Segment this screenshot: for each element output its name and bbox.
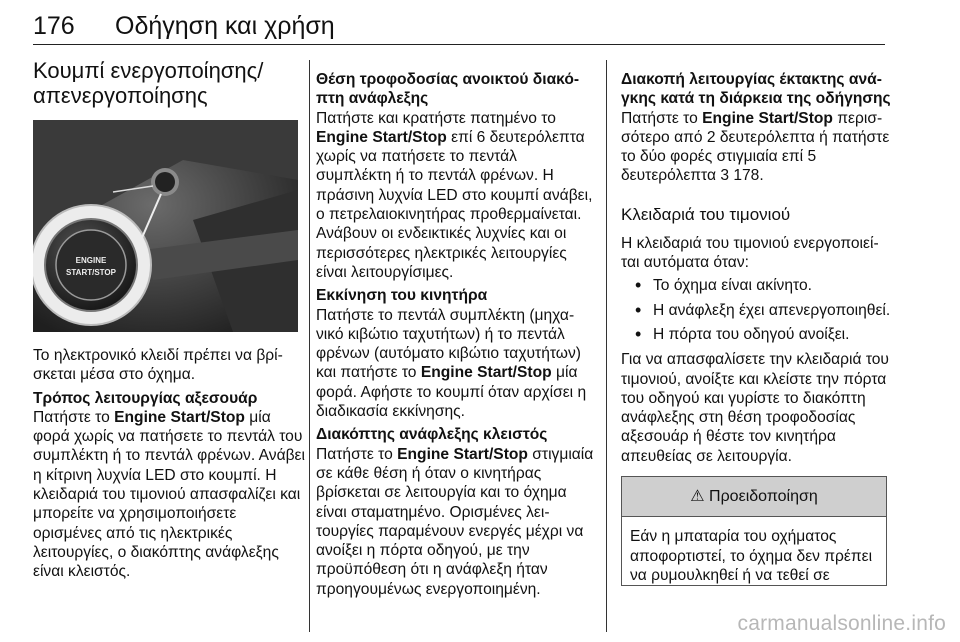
column-3	[621, 70, 891, 586]
ignition-off-heading: Διακόπτης ανάφλεξης κλειστός	[316, 426, 548, 444]
page-reference-link[interactable]: 3 178.	[720, 167, 764, 185]
steering-lock-title: Κλειδαριά του τιμονιού	[621, 204, 791, 224]
button-label-line2: START/STOP	[66, 268, 116, 277]
column-1	[33, 58, 305, 586]
warning-header	[622, 477, 886, 517]
column-divider	[309, 60, 310, 632]
intro-text: Το ηλεκτρονικό κλειδί πρέπει να βρίσκεται μέσα στο όχημα.	[33, 347, 283, 384]
watermark: carmanualsonline.info	[737, 612, 946, 635]
column-divider	[606, 60, 607, 632]
warning-text: Εάν η μπαταρία του οχήματος αποφορτιστεί, το όχημα δεν πρέπει να ρυμουλκηθεί ή να τεθεί σε	[630, 528, 873, 584]
section-title: Κουμπί ενεργοποίησης/ απενεργοποίησης	[33, 58, 264, 108]
page-number: 176	[33, 12, 75, 40]
warning-title: Προειδοποίηση	[709, 488, 818, 506]
accessory-heading: Τρόπος λειτουργίας αξεσουάρ	[33, 389, 258, 407]
page-header	[33, 4, 885, 45]
list-item: • Η πόρτα του οδηγού ανοίξει.	[635, 325, 891, 344]
list-item: • Το όχημα είναι ακίνητο.	[635, 276, 891, 295]
list-item: • Η ανάφλεξη έχει απενεργοποιηθεί.	[635, 301, 891, 320]
chapter-title: Οδήγηση και χρήση	[115, 12, 335, 40]
column-2	[316, 70, 594, 603]
button-label-line1: ENGINE	[75, 256, 107, 265]
ignition-on-heading: Θέση τροφοδοσίας ανοικτού διακόπτη ανάφλεξης	[316, 71, 580, 108]
engine-start-heading: Εκκίνηση του κινητήρα	[316, 287, 488, 305]
accessory-text: Πατήστε το Engine Start/Stop μία φορά χωρίς να πατήσετε το πεντάλ του συμπλέκτη ή το πεντάλ φρένων. Ανάβει η κίτρινη λυχνία LED στο κουμπί. Η κλειδαριά του τιμονιού απασφαλίζει και μπορείτε να χρησιμοποιήσετε ορισμένες από τις ηλεκτρικές λειτουργίες, ο διακόπτης ανάφλεξης είναι κλειστός.	[33, 408, 305, 581]
engine-start-text: Πατήστε το πεντάλ συμπλέκτη (μηχανικό κιβώτιο ταχυτήτων) ή το πεντάλ φρένων (αυτόματο κιβώτιο ταχυτήτων) και πατήστε το Engine Start/Stop μία φορά. Αφήστε το κουμπί όταν αρχίσει η διαδικασία εκκίνησης.	[316, 306, 587, 421]
engine-start-stop-photo	[33, 120, 298, 332]
unlock-text: Για να απασφαλίσετε την κλειδαριά του τιμονιού, ανοίξτε και κλείστε την πόρτα του οδηγού και γυρίστε το διακόπτη ανάφλεξης στη θέση τροφοδοσίας αξεσουάρ ή θέστε τον κινητήρα απευθείας σε λειτουργία.	[621, 351, 889, 465]
emergency-stop-heading: Διακοπή λειτουργίας έκτακτης ανάγκης κατά τη διάρκεια της οδήγησης	[621, 71, 891, 108]
emergency-stop-text: Πατήστε το Engine Start/Stop περισσότερο από 2 δευτερόλεπτα ή πατήστε το δύο φορές στιγμιαία επί 5 δευτερόλεπτα 3 178.	[621, 109, 890, 185]
ignition-off-text: Πατήστε το Engine Start/Stop στιγμιαία σε κάθε θέση ή όταν ο κινητήρας βρίσκεται σε λειτουργία και το όχημα είναι σταματημένο. Ορισμένες λειτουργίες παραμένουν ενεργές μέχρι να ανοίξει η πόρτα οδηγού, με την προϋπόθεση ότι η ανάφλεξη ήταν προηγουμένως ενεργοποιημένη.	[316, 445, 594, 598]
ignition-on-text: Πατήστε και κρατήστε πατημένο το Engine Start/Stop επί 6 δευτερόλεπτα χωρίς να πατήσετε το πεντάλ συμπλέκτη ή το πεντάλ φρένων. Η πράσινη λυχνία LED στο κουμπί ανάβει, ο πετρελαιοκινητήρας προθερμαίνεται. Ανάβουν οι ενδεικτικές λυχνίες και οι περισσότερες ηλεκτρικές λειτουργίες είναι λειτουργίσιμες.	[316, 109, 593, 281]
warning-box	[621, 476, 887, 586]
steering-lock-intro: Η κλειδαριά του τιμονιού ενεργοποιείται αυτόματα όταν:	[621, 234, 879, 272]
warning-icon: ⚠	[690, 488, 705, 506]
steering-lock-conditions	[621, 276, 891, 344]
